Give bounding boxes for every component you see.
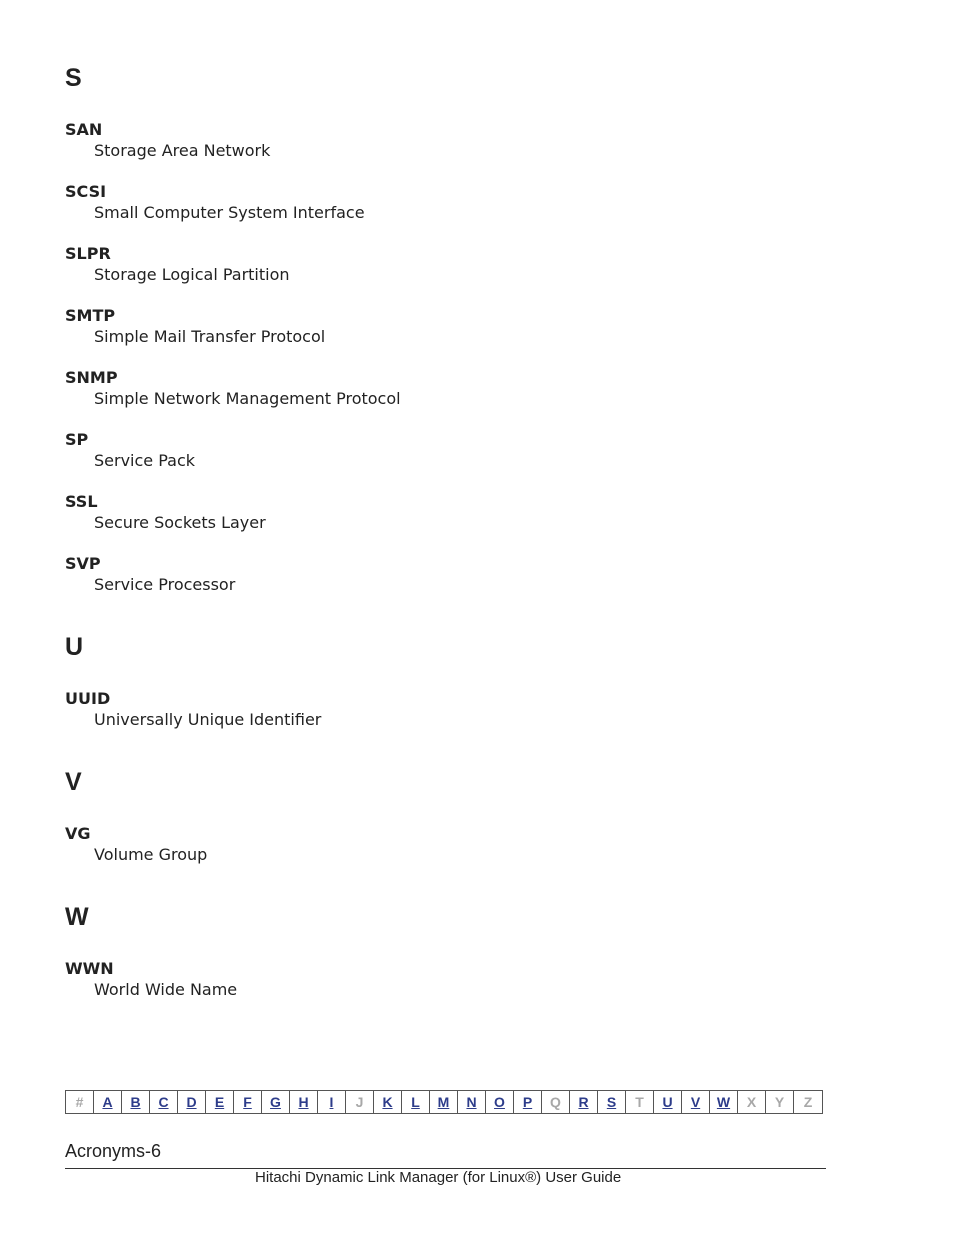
alpha-link-n[interactable]: N <box>458 1091 486 1113</box>
glossary-entry <box>65 492 825 533</box>
alpha-link-i[interactable]: I <box>318 1091 346 1113</box>
acronym-term: SMTP <box>65 306 116 325</box>
glossary-section-w <box>65 901 825 1000</box>
alpha-link-d[interactable]: D <box>178 1091 206 1113</box>
acronym-term: WWN <box>65 959 114 978</box>
acronym-term: SCSI <box>65 182 107 201</box>
alpha-link-u[interactable]: U <box>654 1091 682 1113</box>
alpha-link-hash: # <box>66 1091 94 1113</box>
glossary-entry <box>65 554 825 595</box>
alpha-link-c[interactable]: C <box>150 1091 178 1113</box>
page-number: Acronyms-6 <box>65 1141 162 1161</box>
acronym-definition: Universally Unique Identifier <box>94 710 322 729</box>
acronym-definition: Storage Area Network <box>94 141 271 160</box>
alpha-link-t: T <box>626 1091 654 1113</box>
glossary-entry <box>65 368 825 409</box>
document-title: Hitachi Dynamic Link Manager (for Linux®) User Guide <box>255 1169 622 1186</box>
acronym-term: SVP <box>65 554 101 573</box>
alpha-link-y: Y <box>766 1091 794 1113</box>
alpha-link-l[interactable]: L <box>402 1091 430 1113</box>
acronym-definition: Service Pack <box>94 451 196 470</box>
alpha-link-s[interactable]: S <box>598 1091 626 1113</box>
glossary-entry <box>65 824 825 865</box>
acronym-definition: World Wide Name <box>94 980 238 999</box>
acronym-term: SP <box>65 430 89 449</box>
alpha-link-p[interactable]: P <box>514 1091 542 1113</box>
alpha-link-o[interactable]: O <box>486 1091 514 1113</box>
acronym-term: UUID <box>65 689 111 708</box>
alpha-link-g[interactable]: G <box>262 1091 290 1113</box>
acronym-definition: Small Computer System Interface <box>94 203 365 222</box>
acronym-definition: Storage Logical Partition <box>94 265 290 284</box>
glossary-entry <box>65 959 825 1000</box>
glossary-entry <box>65 182 825 223</box>
glossary-section-v <box>65 766 825 865</box>
acronym-term: SSL <box>65 492 98 511</box>
glossary-entry <box>65 430 825 471</box>
alpha-link-h[interactable]: H <box>290 1091 318 1113</box>
glossary-entry <box>65 689 825 730</box>
alpha-link-b[interactable]: B <box>122 1091 150 1113</box>
glossary-entry <box>65 244 825 285</box>
glossary-entry <box>65 306 825 347</box>
alpha-link-j: J <box>346 1091 374 1113</box>
acronym-definition: Simple Mail Transfer Protocol <box>94 327 326 346</box>
alpha-link-v[interactable]: V <box>682 1091 710 1113</box>
alpha-link-w[interactable]: W <box>710 1091 738 1113</box>
acronym-definition: Secure Sockets Layer <box>94 513 266 532</box>
glossary-entry <box>65 120 825 161</box>
alpha-link-q: Q <box>542 1091 570 1113</box>
glossary-content <box>65 62 825 1036</box>
section-heading: S <box>65 64 82 92</box>
section-heading: U <box>65 633 84 661</box>
alpha-link-m[interactable]: M <box>430 1091 458 1113</box>
alphabet-nav <box>65 1090 823 1114</box>
acronym-definition: Service Processor <box>94 575 236 594</box>
acronym-term: VG <box>65 824 91 843</box>
alpha-link-e[interactable]: E <box>206 1091 234 1113</box>
acronym-term: SAN <box>65 120 103 139</box>
alpha-link-z: Z <box>803 1094 813 1110</box>
glossary-section-u <box>65 631 825 730</box>
section-heading: W <box>65 903 89 931</box>
glossary-section-s <box>65 62 825 595</box>
section-heading: V <box>65 768 82 796</box>
acronym-definition: Volume Group <box>94 845 208 864</box>
alpha-link-k[interactable]: K <box>374 1091 402 1113</box>
alpha-link-r[interactable]: R <box>570 1091 598 1113</box>
alpha-link-a[interactable]: A <box>94 1091 122 1113</box>
acronym-term: SLPR <box>65 244 111 263</box>
acronym-definition: Simple Network Management Protocol <box>94 389 401 408</box>
acronym-term: SNMP <box>65 368 118 387</box>
alpha-link-f[interactable]: F <box>234 1091 262 1113</box>
alpha-link-x: X <box>738 1091 766 1113</box>
